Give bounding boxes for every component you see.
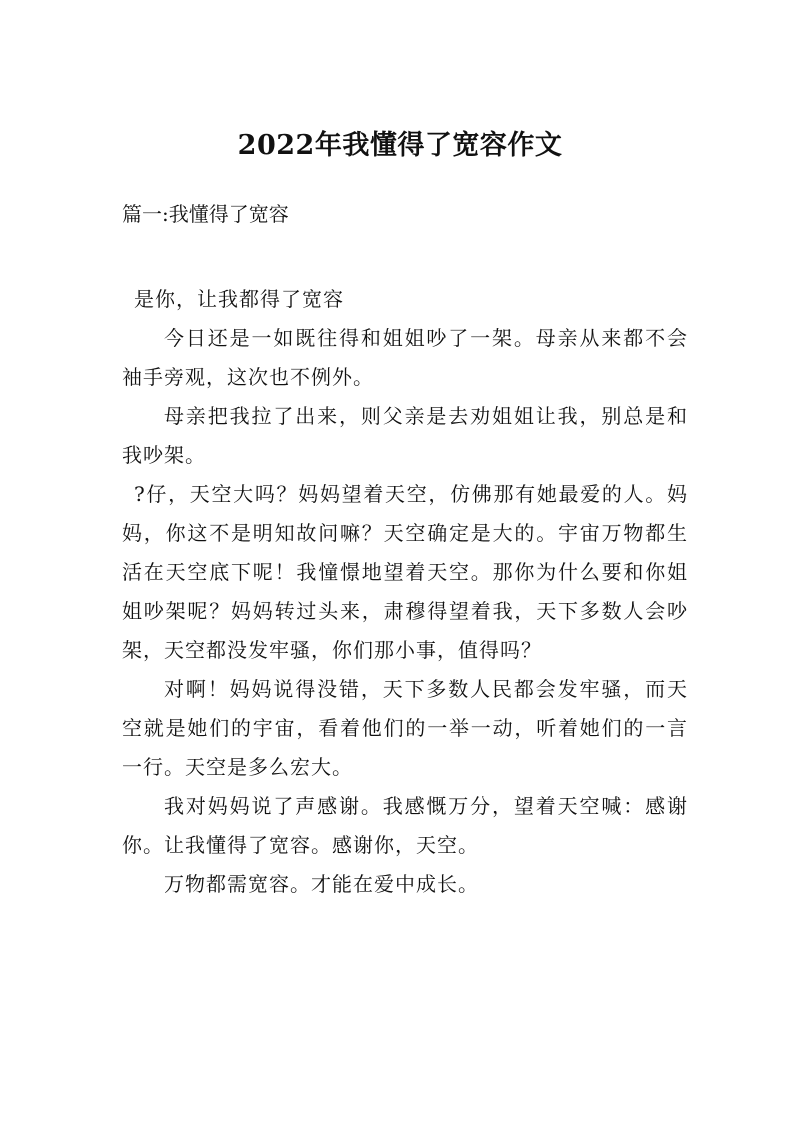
paragraph: 是你，让我都得了宽容 — [134, 287, 344, 311]
paragraph: 今日还是一如既往得和姐姐吵了一架。母亲从来都不会袖手旁观，这次也不例外。 — [122, 326, 688, 389]
essay-body — [122, 280, 688, 904]
paragraph: 万物都需宽容。才能在爱中成长。 — [164, 872, 479, 896]
paragraph: 我对妈妈说了声感谢。我感慨万分，望着天空喊：感谢你。让我懂得了宽容。感谢你，天空。 — [122, 794, 688, 857]
paragraph: 对啊！妈妈说得没错，天下多数人民都会发牢骚，而天空就是她们的宇宙，看着他们的一举一动，听着她们的一言一行。天空是多么宏大。 — [122, 677, 688, 779]
paragraph: ?仔，天空大吗？妈妈望着天空，仿佛那有她最爱的人。妈妈，你这不是明知故问嘛？天空确定是大的。宇宙万物都生活在天空底下呢！我憧憬地望着天空。那你为什么要和你姐姐吵架呢？妈妈转过头来，肃穆得望着我，天下多数人会吵架，天空都没发牢骚，你们那小事，值得吗？ — [122, 482, 688, 662]
section-heading: 篇一:我懂得了宽容 — [122, 202, 289, 226]
document-title: 2022年我懂得了宽容作文 — [237, 130, 563, 161]
paragraph: 母亲把我拉了出来，则父亲是去劝姐姐让我，别总是和我吵架。 — [122, 404, 688, 467]
